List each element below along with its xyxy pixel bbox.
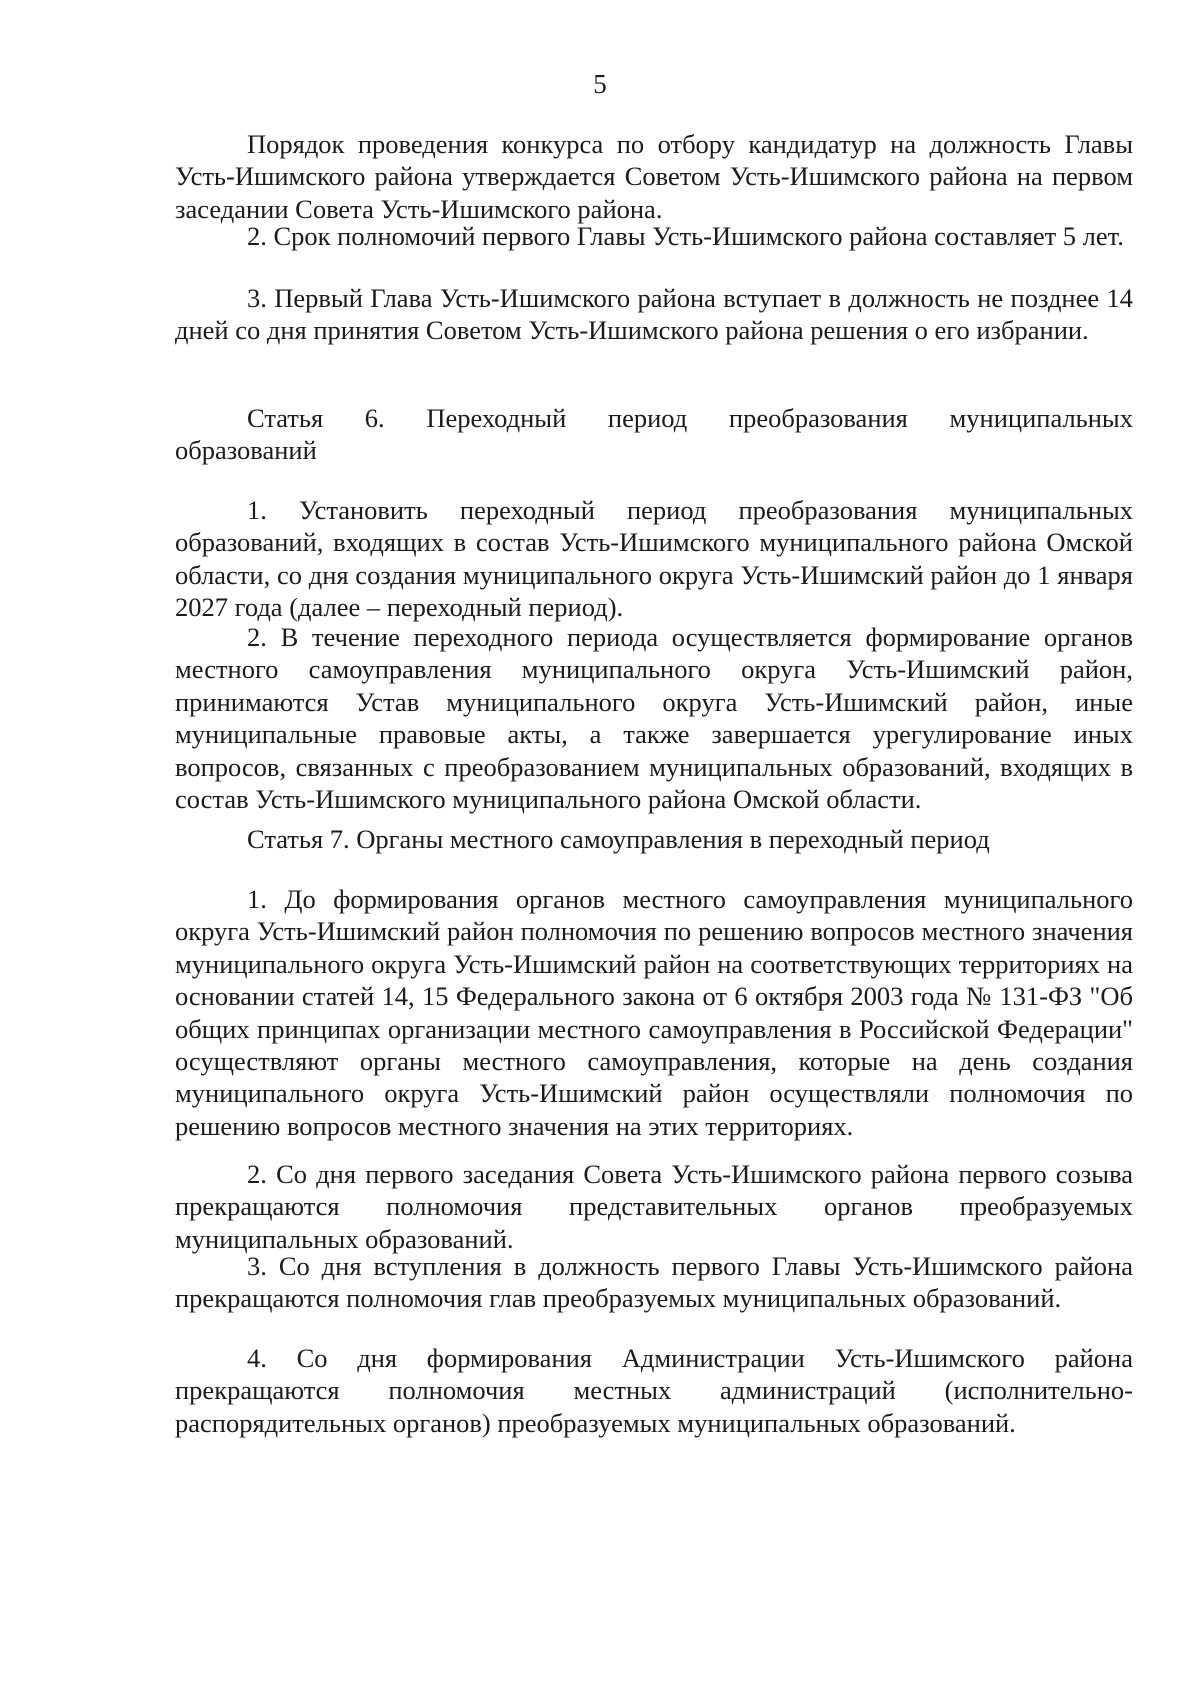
- article6-item-2: 2. В течение переходного периода осуществляется формирование органов местного самоуправления муниципального округа Усть-Ишимский район, принимаются Устав муниципального округа Усть-Ишимский район, иные муниципальные правовые акты, а также завершается урегулирование иных вопросов, связанных с преобразованием муниципальных образований, входящих в состав Усть-Ишимского муниципального района Омской области.: [175, 622, 1133, 815]
- article7-item-2: 2. Со дня первого заседания Совета Усть-Ишимского района первого созыва прекращаются полномочия представительных органов преобразуемых муниципальных образований.: [175, 1159, 1133, 1254]
- article5-item-2: 2. Срок полномочий первого Главы Усть-Ишимского района составляет 5 лет.: [247, 221, 1124, 251]
- page-number: 5: [593, 69, 607, 99]
- article5-item-3: 3. Первый Глава Усть-Ишимского района вступает в должность не позднее 14 дней со дня принятия Советом Усть-Ишимского района решения о его избрании.: [175, 283, 1133, 346]
- article6-item-1: 1. Установить переходный период преобразования муниципальных образований, входящих в состав Усть-Ишимского муниципального района Омской области, со дня создания муниципального округа Усть-Ишимский район до 1 января 2027 года (далее – переходный период).: [175, 495, 1133, 623]
- article7-item-4: 4. Со дня формирования Администрации Усть-Ишимского района прекращаются полномочия местных администраций (исполнительно-распорядительных органов) преобразуемых муниципальных образований.: [175, 1343, 1133, 1438]
- article7-item-1: 1. До формирования органов местного самоуправления муниципального округа Усть-Ишимский район полномочия по решению вопросов местного значения муниципального округа Усть-Ишимский район на соответствующих территориях на основании статей 14, 15 Федерального закона от 6 октября 2003 года № 131-ФЗ "Об общих принципах организации местного самоуправления в Российской Федерации" осуществляют органы местного самоуправления, которые на день создания муниципального округа Усть-Ишимский район осуществляли полномочия по решению вопросов местного значения на этих территориях.: [175, 884, 1133, 1141]
- intro-paragraph: Порядок проведения конкурса по отбору кандидатур на должность Главы Усть-Ишимского района утверждается Советом Усть-Ишимского района на первом заседании Совета Усть-Ишимского района.: [175, 129, 1133, 224]
- article7-heading: Статья 7. Органы местного самоуправления в переходный период: [247, 824, 990, 854]
- article7-item-3: 3. Со дня вступления в должность первого Главы Усть-Ишимского района прекращаются полномочия глав преобразуемых муниципальных образований.: [175, 1251, 1133, 1314]
- article6-heading: Статья 6. Переходный период преобразования муниципальных образований: [175, 403, 1133, 466]
